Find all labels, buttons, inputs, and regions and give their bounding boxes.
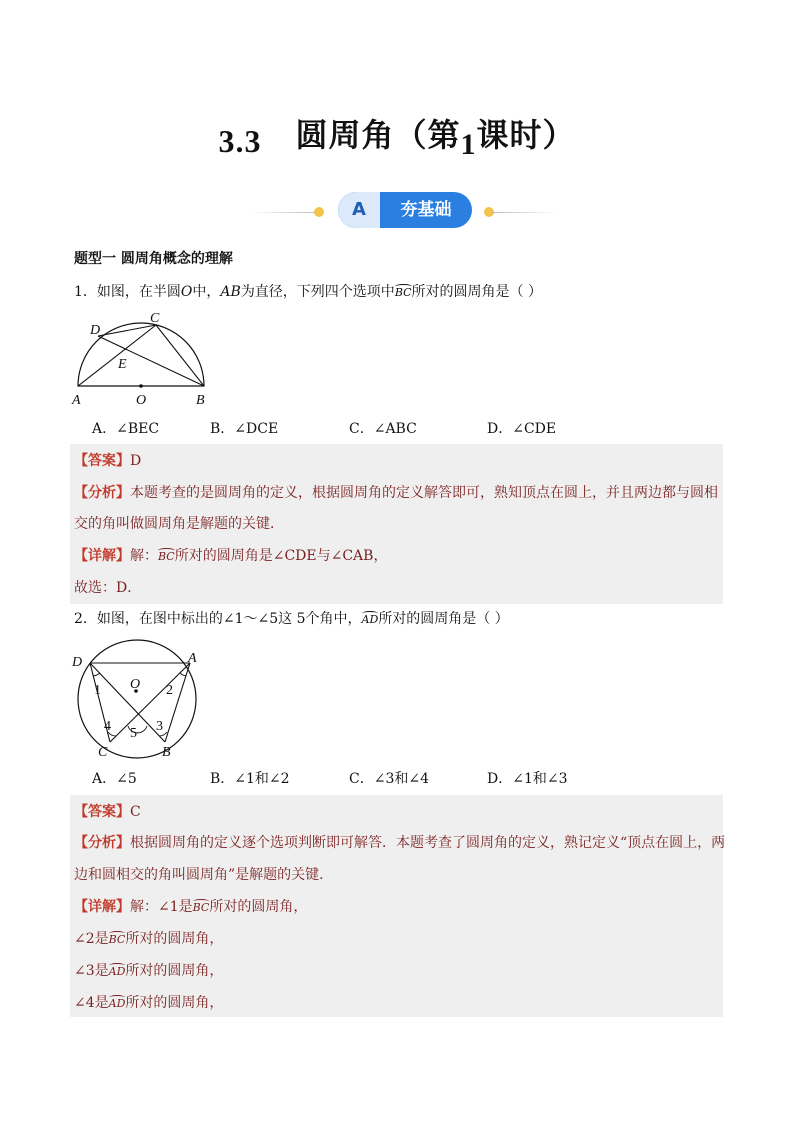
q2-option-b: B．∠1和∠2 (210, 771, 290, 787)
question-2-stem: 2．如图，在图中标出的∠1～∠5这 5个角中，AD所对的圆周角是（ ） (74, 611, 509, 627)
q2-analysis-line-2: 边和圆相交的角叫圆周角”是解题的关键． (74, 867, 334, 883)
label-3: 3 (156, 719, 163, 734)
label-e: E (118, 357, 127, 372)
q1-answer: 【答案】D (74, 453, 142, 469)
q1-option-b: B．∠DCE (210, 421, 279, 437)
label-o: O (130, 677, 141, 692)
label-5: 5 (130, 726, 137, 741)
page-title (0, 110, 794, 161)
label-b: B (162, 745, 171, 760)
q2-option-a: A．∠5 (92, 771, 137, 787)
label-o: O (136, 393, 147, 408)
title-text: 圆周角（第 (295, 116, 461, 154)
q1-option-d: D．∠CDE (487, 421, 557, 437)
arc-ad: AD (361, 613, 379, 626)
level-banner (0, 192, 794, 232)
segment-dc (98, 325, 156, 336)
title-lesson-number: 1 (460, 128, 477, 161)
center-point (139, 384, 143, 388)
level-badge-text: 夯基础 (400, 200, 452, 220)
title-end: 课时） (476, 116, 576, 154)
section-heading: 题型一 圆周角概念的理解 (74, 251, 233, 267)
q1-conclusion: 故选：D． (74, 580, 142, 596)
q2-answer: 【答案】C (74, 804, 141, 820)
level-badge (338, 192, 472, 228)
q1-detail: 【详解】解：BC所对的圆周角是∠CDE与∠CAB， (74, 548, 388, 564)
label-c: C (150, 311, 160, 326)
level-badge-letter: A (338, 192, 380, 228)
label-b: B (196, 393, 205, 408)
q2-option-c: C．∠3和∠4 (349, 771, 429, 787)
label-2: 2 (166, 683, 173, 698)
q1-analysis-line-1: 【分析】本题考查的是圆周角的定义，根据圆周角的定义解答即可，熟知顶点在圆上，并且两边都与圆相 (74, 485, 718, 501)
label-1: 1 (94, 683, 101, 698)
angle-mark-1 (93, 673, 100, 676)
banner-line-left (248, 212, 320, 213)
label-4: 4 (104, 719, 111, 734)
label-d: D (72, 655, 83, 670)
question-1-stem: 1．如图，在半圆O中，AB为直径，下列四个选项中BC所对的圆周角是（ ） (74, 284, 542, 300)
q2-detail-line-2: ∠2是BC所对的圆周角， (74, 931, 224, 947)
q1-analysis-line-2: 交的角叫做圆周角是解题的关键． (74, 516, 284, 532)
q2-detail-line-1: 【详解】解：∠1是BC所对的圆周角， (74, 899, 308, 915)
q2-detail-line-4: ∠4是AD所对的圆周角， (74, 995, 224, 1011)
question-2-figure (70, 636, 210, 762)
banner-line-right (492, 212, 558, 213)
q2-detail-line-3: ∠3是AD所对的圆周角， (74, 963, 224, 979)
section-number: 3.3 (218, 123, 262, 159)
angle-mark-2 (180, 673, 186, 676)
q2-analysis-line-1: 【分析】根据圆周角的定义逐个选项判断即可解答．本题考查了圆周角的定义，熟记定义“顶点在圆上，两 (74, 835, 726, 851)
segment-db (90, 663, 165, 742)
q2-option-d: D．∠1和∠3 (487, 771, 568, 787)
label-c: C (98, 745, 108, 760)
arc-bc: BC (394, 286, 412, 299)
q1-option-a: A．∠BEC (92, 421, 160, 437)
label-a: A (72, 393, 81, 408)
question-1-figure (70, 310, 220, 410)
label-a: A (188, 651, 197, 666)
banner-dot-left (314, 207, 324, 217)
label-d: D (90, 323, 101, 338)
q1-option-c: C．∠ABC (349, 421, 417, 437)
